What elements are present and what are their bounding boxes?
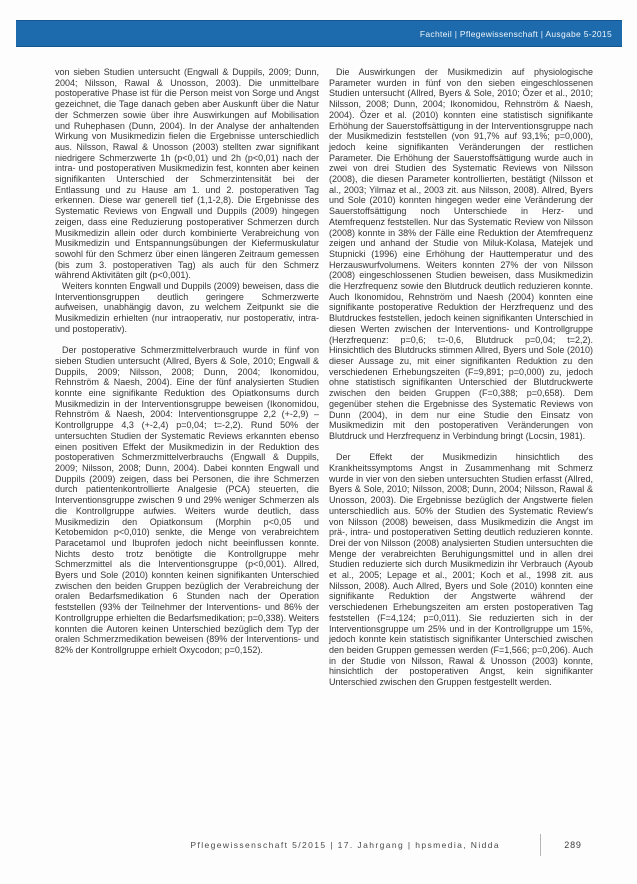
article-body xyxy=(55,67,593,688)
body-paragraph: von sieben Studien untersucht (Engwall & Duppils, 2009; Dunn, 2004; Nilsson, Rawal & Unosson, 2003). Die unmittelbare postoperative Phase ist für die Person meist von Sorge und Angst gezeichnet, die Tage danach geben aber Auskunft über die Natur der Schmerzen sowie über ihre Auswirkungen auf Mobilisation und Ruhephasen (Dunn, 2004). In der Analyse der anhaltenden Wirkung von Musikmedizin fielen die Ergebnisse unterschiedlich aus. Nilsson, Rawal & Unosson (2003) stellten zwar signifikant niedrigere Schmerzwerte 1h (p<0,01) und 2h (p<0,01) nach der intra- und postoperativen Musikmedizin fest, konnten aber keinen signifikanten Unterschied der Schmerzintensität bei der Entlassung und zu Hause am 1. und 2. postoperativen Tag erkennen. Diese war generell tief (1,1-2,8). Die Ergebnisse des Systematic Reviews von Engwall und Duppils (2009) hingegen zeigen, dass eine Reduzierung postoperativer Schmerzen durch Musikmedizin allein oder durch kombinierte Verabreichung von Musikmedizin und Entspannungsübungen der Kiefermuskulatur sowohl für den Schmerz über einen längeren Zeitraum gemessen (bis zum 3. postoperativen Tag) als auch für den Schmerz während Aktivitäten gilt (p<0,001). xyxy=(55,67,319,281)
footer-journal-info: Pflegewissenschaft 5/2015 | 17. Jahrgang | hpsmedia, Nidda xyxy=(190,840,500,850)
body-paragraph: Weiters konnten Engwall und Duppils (2009) beweisen, dass die Interventionsgruppen deutlich geringere Schmerzwerte aufweisen, unabhängig davon, zu welchem Zeitpunkt sie die Musikmedizin erhielten (nur intraoperativ, nur postoperativ, intra- und postoperativ). xyxy=(55,281,319,334)
header-bar xyxy=(16,20,622,47)
column-left xyxy=(55,67,319,688)
header-title: Fachteil | Pflegewissenschaft | Ausgabe 5-2015 xyxy=(419,28,612,39)
body-paragraph: Der Effekt der Musikmedizin hinsichtlich des Krankheitssymptoms Angst in Zusammenhang mit Schmerz wurde in vier von den sieben untersuchten Studien erfasst (Allred, Byers & Sole, 2010; Nilsson, 2008; Dunn, 2004; Nilsson, Rawal & Unosson, 2003). Die Ergebnisse bezüglich der Angstwerte fielen unterschiedlich aus. 50% der Studien des Systematic Review's von Nilsson (2008) beweisen, dass Musikmedizin die Angst im prä-, intra- und postoperativen Setting deutlich reduzieren konnte. Drei der von Nilsson (2008) analysierten Studien untersuchten die Menge der verabreichten Beruhigungsmittel und in allen drei Studien reduzierte sich durch Musikmedizin ihr Verbrauch (Ayoub et al., 2005; Lepage et al., 2001; Koch et al., 1998 zit. aus Nilsson, 2008). Auch Allred, Byers und Sole (2010) konnten eine signifikante Reduktion der Angstwerte während der verschiedenen Erhebungszeiten am ersten postoperativen Tag feststellen (F=4,124; p=0,011). Sie reduzierten sich in der Interventionsgruppe um 25% und in der Kontrollgruppe um 15%, jedoch konnte kein statistisch signifikanter Unterschied zwischen den beiden Gruppen gemessen werden (F=1,566; p=0,206). Auch in der Studie von Nilsson, Rawal & Unosson (2003) konnte, hinsichtlich der postoperativen Angst, kein signifikanter Unterschied zwischen den Gruppen festgestellt werden. xyxy=(329,452,593,688)
body-paragraph: Der postoperative Schmerzmittelverbrauch wurde in fünf von sieben Studien untersucht (Allred, Byers & Sole, 2010; Engwall & Duppils, 2009; Nilsson, 2008; Dunn, 2004; Ikonomidou, Rehnström & Naesh, 2004). Eine der fünf analysierten Studien konnte eine signifikante Reduktion des Opiatkonsums durch Musikmedizin in der Interventionsgruppe beweisen (Ikonomidou, Rehnström & Naesh, 2004: Interventionsgruppe 2,2 (+-2,9) – Kontrollgruppe 4,3 (+-2,4) p=0,04; t=-2,2). Rund 50% der untersuchten Studien der Systematic Reviews erkannten ebenso einen positiven Effekt der Musikmedizin in der Reduktion des postoperativen Schmerzmittelverbrauchs (Engwall & Duppils, 2009; Nilsson, 2008; Dunn, 2004). Dabei konnten Engwall und Duppils (2009) zeigen, dass bei Personen, die ihre Schmerzen durch patientenkontrollierte Analgesie (PCA) steuerten, die Interventionsgruppe zwischen 9 und 29% weniger Schmerzen als die Kontrollgruppe aufwies. Weiters wurde deutlich, dass Musikmedizin den Opiatkonsum (Morphin p<0,05 und Ketobemidon p<0,010) senkte, die Menge von verabreichtem Paracetamol und Ibuprofen jedoch nicht beeinflussen konnte. Nichts desto trotz benötigte die Kontrollgruppe mehr Schmerzmittel als die Interventionsgruppe (p<0,001). Allred, Byers und Sole (2010) konnten keinen signifikanten Unterschied zwischen den beiden Gruppen bezüglich der Verabreichung der oralen Bedarfsmedikation 6 Stunden nach der Operation feststellen (93% der Teilnehmer der Interventions- und 86% der Kontrollgruppe erhielten die Bedarfsmedikation; p=0,338). Weiters konnten die Autoren keinen Unterschied bezüglich dem Typ der oralen Schmerzmedikation beweisen (89% der Interventions- und 82% der Kontrollgruppe erhielt Oxycodon; p=0,152). xyxy=(55,345,319,655)
column-right xyxy=(329,67,593,688)
footer-page-number: 289 xyxy=(564,840,582,850)
page-footer xyxy=(0,833,637,857)
footer-divider xyxy=(540,834,541,856)
body-paragraph: Die Auswirkungen der Musikmedizin auf physiologische Parameter wurden in fünf von den sieben eingeschlossenen Studien untersucht (Allred, Byers & Sole, 2010; Özer et al., 2010; Nilsson, 2008; Dunn, 2004; Ikonomidou, Rehnström & Naesh, 2004). Özer et al. (2010) konnten eine statistisch signifikante Erhöhung der Sauerstoffsättigung in der Interventionsgruppe nach der Musikmedizin feststellen (von 91,7% auf 93,1%; p=0,000), jedoch keine signifikanten Veränderungen der restlichen Parameter. Die Erhöhung der Sauerstoffsättigung wurde auch in zwei von drei Studien des Systematic Reviews von Nilsson (2008), die diesen Parameter kontrollierten, bestätigt (Nilsson et al., 2003; Yilmaz et al., 2003 zit. aus Nilsson, 2008). Allred, Byers und Sole (2010) konnten hingegen weder eine Veränderung der Sauerstoffsättigung noch Unterschiede in Herz- und Atemfrequenz feststellen. Nur das Systematic Review von Nilsson (2008) konnte in 38% der Fälle eine Reduktion der Atemfrequenz zeigen und anhand der Studie von Miluk-Kolasa, Matejek und Stupnicki (1996) eine Erhöhung der Hauttemperatur und des Herzauswurfvolumens. Weiters konnten 27% der von Nilsson (2008) eingeschlossenen Studien beweisen, dass Musikmedizin die Herzfrequenz sowie den Blutdruck deutlich reduzieren konnte. Auch Ikonomidou, Rehnström und Naesh (2004) konnten eine signifikante postoperative Reduktion der Herzfrequenz und des Blutdruckes feststellen, jedoch keinen signifikanten Unterschied in diesen Werten zwischen der Interventions- und Kontrollgruppe (Herzfrequenz: p=0,6; t=-0,6, Blutdruck p=0,04; t=2,2). Hinsichtlich des Blutdrucks stimmen Allred, Byers und Sole (2010) dieser Aussage zu, mit einer signifikanten Reduktion zu den verschiedenen Erhebungszeiten (F=9,891; p=0,000) zu, jedoch ohne statistisch signifikanten Unterschied der Blutdruckwerte zwischen den beiden Gruppen (F=0,388; p=0,658). Dem gegenüber stehen die Ergebnisse des Systematic Reviews von Dunn (2004), in dem nur eine Studie den Einsatz von Musikmedizin mit den postoperativen Veränderungen von Blutdruck und Herzfrequenz in Verbindung bringt (Locsin, 1981). xyxy=(329,67,593,441)
